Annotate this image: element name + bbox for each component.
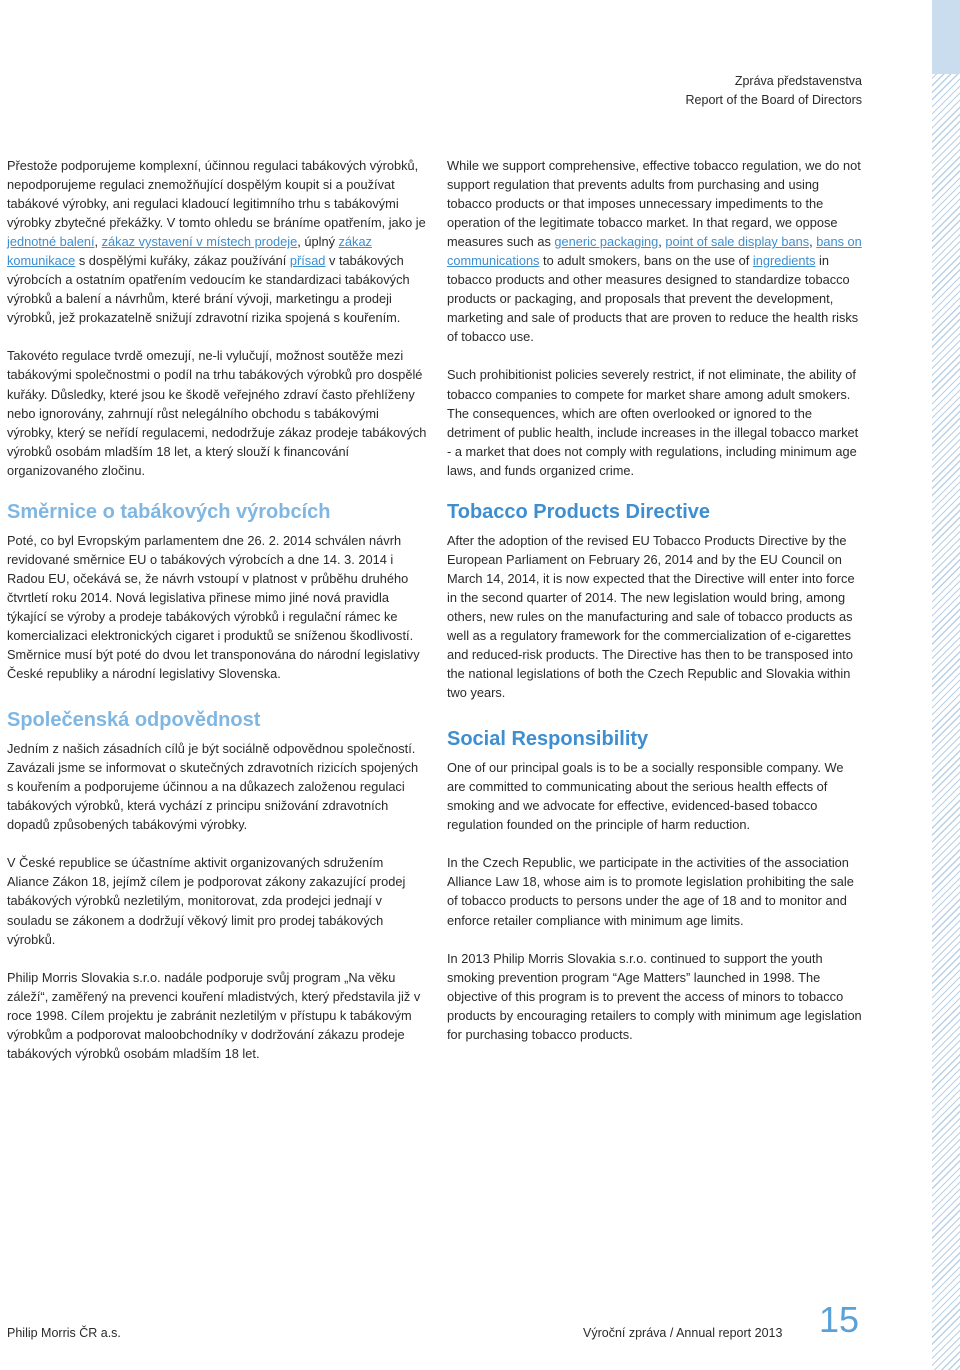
paragraph: Such prohibitionist policies severely restrict, if not eliminate, the ability of tobacco companies to compete for market share among adult smokers. The consequences, which are often overlooked or ignored to the detriment of public health, include increases in the illegal tobacco market - a market that does not comply with regulations, including minimum age laws, and funds organized crime. [447,367,859,478]
text: Přestože podporujeme komplexní, účinnou regulaci tabákových výrobků, nepodporujeme regulaci znemožňující dospělým koupit si a používat tabákové výrobky, ani regulaci kladoucí legitimního trhu s tabákovými výrobky zbytečné překážky. V tomto ohledu se bráníme opatřením, jako je [7,158,426,231]
paragraph: In the Czech Republic, we participate in the activities of the association Alliance Law 18, whose aim is to promote legislation prohibiting the sale of tobacco products to persons under the age of 18 and to monitor and enforce retailer compliance with minimum age limits. [447,855,854,928]
text: s dospělými kuřáky, zákaz používání [75,253,290,269]
paragraph: Philip Morris Slovakia s.r.o. nadále podporuje svůj program „Na věku záleží“, zaměřený na prevenci kouření mladistvých, který představila již v roce 1998. Cílem projektu je zabránit nezletilým v přístupu k tabákovým výrobkům a podporovat maloobchodníky v dodržování zákazu prodeje tabákových výrobků osobám mladším 18 let. [7,969,421,1061]
section-heading: Social Responsibility [447,728,649,751]
paragraph: In 2013 Philip Morris Slovakia s.r.o. continued to support the youth smoking prevention program “Age Matters” launched in 1998. The objective of this program is to prevent the access of minors to tobacco products by encouraging retailers to comply with minimum age legislation for purchasing tobacco products. [447,950,862,1042]
link-prisad[interactable]: přísad [289,253,326,269]
footer-report-title: Výroční zpráva / Annual report 2013 [583,1326,783,1340]
paragraph: Poté, co byl Evropským parlamentem dne 26. 2. 2014 schválen návrh revidované směrnice EU o tabákových výrobcích a dne 14. 3. 2014 i Radou EU, očekává se, že návrh vstoupí v platnost v průběhu druhého čtvrtletí roku 2014. Nová legislativa přinese mimo jiné nová pravidla týkající se výroby a prodeje tabákových výrobků i regulační rámec ke komercializaci elektronických cigaret i produktů se sníženou škodlivostí. Směrnice musí být poté do dvou let transponována do národní legislativy České republiky a národní legislativy Slovenska. [7,532,420,682]
link-zakaz-vystaveni[interactable]: zákaz vystavení v místech prodeje [101,234,298,250]
text: , [809,234,817,250]
text: , úplný [297,234,339,250]
section-heading: Tobacco Products Directive [447,500,711,523]
paragraph: Jedním z našich zásadních cílů je být sociálně odpovědnou společností. Zavázali jsme se informovat o skutečných zdravotních rizicích spojených s kouřením a podporujeme účinnou a na důkazech založenou regulaci tabákových výrobků, která vychází z principu snižování zdravotních dopadů způsobených tabákovými výrobky. [7,741,419,833]
left-column [7,156,427,1082]
link-generic-packaging[interactable]: generic packaging [554,234,659,250]
page-header [686,72,862,110]
link-ingredients[interactable]: ingredients [752,253,816,269]
section-heading: Směrnice o tabákových výrobcích [7,500,331,523]
page-number: 15 [819,1299,860,1340]
text: in tobacco products and other measures designed to standardize tobacco products or packaging, and proposals that prevent the development, marketing and sale of products that are proven to reduce the health risks of tobacco use. [447,253,859,345]
footer-company: Philip Morris ČR a.s. [7,1326,121,1340]
paragraph [447,156,865,346]
right-column [447,156,865,1063]
text: , [658,234,666,250]
paragraph: Takovéto regulace tvrdě omezují, ne-li vylučují, možnost soutěže mezi tabákovými společnostmi o podíl na trhu tabákových výrobků pro dospělé kuřáky. Důsledky, které jsou ke škodě veřejného zdraví často přehlíženy nebo ignorovány, zahrnují růst nelegálního obchodu s tabákovými výrobky, který se neřídí regulacemi, nedodržuje zákaz prodeje tabákových výrobků osobám mladším 18 let, a který slouží k financování organizovaného zločinu. [7,348,427,478]
corner-block [932,0,960,74]
text: While we support comprehensive, effective tobacco regulation, we do not support regulation that prevents adults from purchasing and using tobacco products or that imposes unnecessary impediments to the operation of the legitimate tobacco market. In that regard, we oppose measures such as [447,158,861,250]
decorative-stripes [932,0,960,1370]
link-point-of-sale-display-bans[interactable]: point of sale display bans [665,234,810,250]
paragraph [7,156,427,327]
text: , [94,234,102,250]
text: v tabákových výrobcích a ostatním opatřením vedoucím ke standardizaci tabákových výrobků a balení a návrhům, které brání vývoji, marketingu a prodeji výrobků, jež prokazatelně snižují zdravotní rizika spojená s kouřením. [7,253,410,326]
header-title-cz: Zpráva představenstva [734,74,862,88]
link-zakaz-komunikace[interactable]: zákaz komunikace [7,234,372,269]
link-jednotne-baleni[interactable]: jednotné balení [7,234,95,250]
section-heading: Společenská odpovědnost [7,709,261,732]
paragraph: V České republice se účastníme aktivit organizovaných sdružením Aliance Zákon 18, jejímž cílem je podporovat zákony zakazující prodej tabákových výrobků nezletilým, monitorovat, zda prodejci jednají v souladu se zákonem a dodržují věkový limit pro prodej tabákových výrobků. [7,855,406,947]
text: to adult smokers, bans on the use of [539,253,753,269]
link-bans-on-communications[interactable]: bans on communications [447,234,862,269]
paragraph: One of our principal goals is to be a socially responsible company. We are committed to communicating about the serious health effects of smoking and we advocate for effective, evidenced-based tobacco regulation founded on the principle of harm reduction. [447,760,844,833]
header-title-en: Report of the Board of Directors [685,93,862,107]
paragraph: After the adoption of the revised EU Tobacco Products Directive by the European Parliament on February 26, 2014 and by the EU Council on March 14, 2014, it is now expected that the Directive will enter into force in the second quarter of 2014. The new legislation would bring, among others, new rules on the manufacturing and sale of tobacco products as well as a regulatory framework for the commercialization of e-cigarettes and reduced-risk products. The Directive has then to be transposed into the national legislations of both the Czech Republic and Slovakia within two years. [447,532,855,701]
